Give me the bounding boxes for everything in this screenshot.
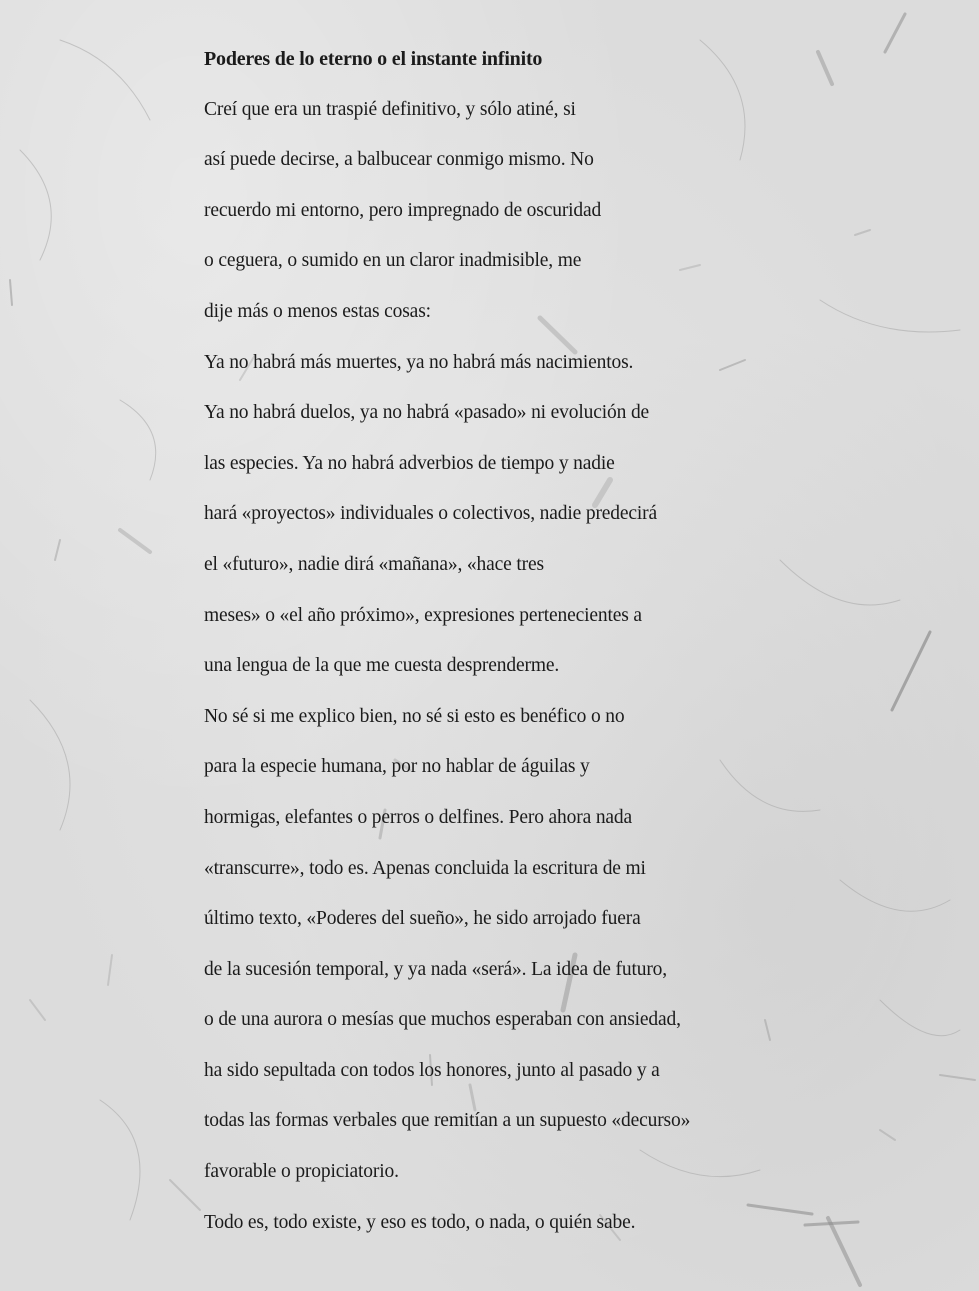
text-line: de la sucesión temporal, y ya nada «será». La idea de futuro, [204,958,668,980]
text-line: el «futuro», nadie dirá «mañana», «hace tres [204,553,544,575]
text-line: así puede decirse, a balbucear conmigo mismo. No [204,149,594,171]
text-line: hará «proyectos» individuales o colectivos, nadie predecirá [204,503,658,525]
text-line: recuerdo mi entorno, pero impregnado de oscuridad [204,199,602,221]
text-line: Ya no habrá duelos, ya no habrá «pasado» ni evolución de [204,402,650,424]
text-line: o ceguera, o sumido en un claror inadmisible, me [204,250,582,272]
text-line: Ya no habrá más muertes, ya no habrá más nacimientos. [204,351,634,373]
text-line: Creí que era un traspié definitivo, y sólo atiné, si [204,98,576,120]
text-line: para la especie humana, por no hablar de águilas y [204,756,590,778]
text-line: todas las formas verbales que remitían a un supuesto «decurso» [204,1110,691,1132]
text-line: Todo es, todo existe, y eso es todo, o nada, o quién sabe. [204,1211,636,1233]
document-title: Poderes de lo eterno o el instante infinito [204,48,543,70]
text-line: ha sido sepultada con todos los honores, junto al pasado y a [204,1059,660,1081]
text-line: dije más o menos estas cosas: [204,300,431,322]
text-line: hormigas, elefantes o perros o delfines. Pero ahora nada [204,806,633,828]
text-line: último texto, «Poderes del sueño», he sido arrojado fuera [204,908,641,930]
text-line: meses» o «el año próximo», expresiones pertenecientes a [204,604,642,626]
text-line: o de una aurora o mesías que muchos esperaban con ansiedad, [204,1009,681,1031]
text-line: «transcurre», todo es. Apenas concluida la escritura de mi [204,857,646,879]
text-line: favorable o propiciatorio. [204,1161,399,1183]
text-line: las especies. Ya no habrá adverbios de tiempo y nadie [204,452,615,474]
document-page [204,44,764,1258]
text-line: No sé si me explico bien, no sé si esto es benéfico o no [204,705,625,727]
document-body [204,95,764,1238]
text-line: una lengua de la que me cuesta desprenderme. [204,655,560,677]
